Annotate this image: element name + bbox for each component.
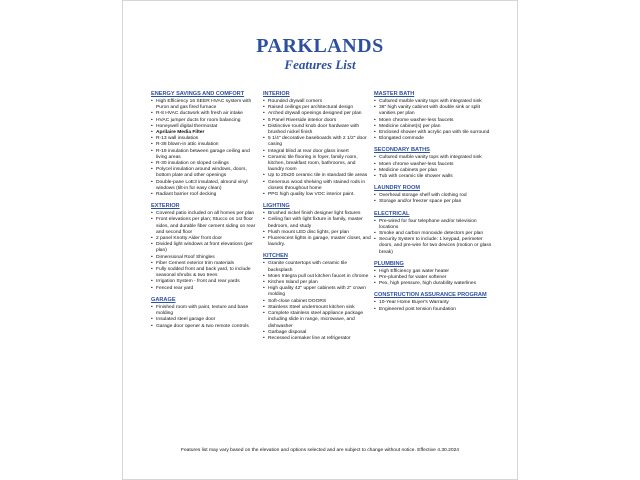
feature-section [374, 292, 494, 312]
feature-item: • 10-Year Home Buyer's Warranty [374, 300, 494, 306]
feature-item: • R-8 HVAC ductwork with fresh air intake [151, 111, 259, 117]
feature-item: • Distinctive round knob door hardware with brushed nickel finish [263, 124, 371, 136]
feature-item: • HVAC jumper ducts for room balancing [151, 118, 259, 124]
feature-list [263, 211, 371, 248]
feature-section [151, 91, 259, 198]
features-column-2 [263, 91, 371, 347]
feature-item: • Storage and/or freezer space per plan [374, 199, 494, 205]
feature-item: • Radiant barrier roof decking [151, 192, 259, 198]
section-heading: KITCHEN [263, 253, 288, 260]
feature-item: • Tub with ceramic tile shower walls [374, 174, 494, 180]
feature-item: • Enclosed shower with acrylic pan with tile surround [374, 130, 494, 136]
feature-item: • Up to 20x20 ceramic tile in standard tile areas [263, 173, 371, 179]
feature-item: • Flush mount LED disc lights, per plan [263, 230, 371, 236]
feature-item: • Pre-plumbed for water softener [374, 275, 494, 281]
feature-list [374, 269, 494, 288]
feature-item: • Granite countertops with ceramic tile backsplash [263, 261, 371, 273]
feature-item: • Recessed icemaker line at refrigerator [263, 336, 371, 342]
feature-item: • 5 Panel Riverside interior doors [263, 118, 371, 124]
feature-item: • Soft-close cabinet DOORS [263, 299, 371, 305]
feature-item: • Dimensional Roof Shingles [151, 255, 259, 261]
feature-item: • Front elevations per plan; Stucco on 1st floor sides, and durable fiber cement siding on rear and second floor [151, 217, 259, 236]
feature-item: • Fully sodded front and back yard, to include seasonal shrubs & two trees [151, 267, 259, 279]
feature-item: • Double-pane LoE3 insulated, almond vinyl windows (tilt-in for easy clean) [151, 180, 259, 192]
feature-item: • Covered patio included on all homes per plan [151, 211, 259, 217]
feature-section [374, 91, 494, 142]
feature-item: • Brushed nickel finish designer light fixtures [263, 211, 371, 217]
section-heading: INTERIOR [263, 91, 290, 97]
feature-list [263, 261, 371, 342]
section-heading: ELECTRICAL [374, 210, 410, 217]
feature-item: • Raised ceilings per architectural design [263, 105, 371, 111]
feature-section [374, 211, 494, 256]
feature-item: • Smoke and carbon monoxide detectors per plan [374, 231, 494, 237]
section-heading: SECONDARY BATHS [374, 147, 430, 154]
feature-item: • Moen chrome washer-less faucets [374, 118, 494, 124]
feature-list [151, 99, 259, 198]
feature-list [374, 155, 494, 180]
feature-item: • R-30 insulation on sloped ceilings [151, 161, 259, 167]
feature-list [151, 211, 259, 292]
feature-item: • Polycel insulation around windows, doors, bottom plate and other openings [151, 167, 259, 179]
page-subtitle: Features List [284, 57, 356, 72]
feature-item: • R-13 wall insulation [151, 136, 259, 142]
feature-item: • Moen Integra pull out kitchen faucet in chrome [263, 274, 371, 280]
feature-item: • Elongated commode [374, 136, 494, 142]
feature-item: • Honeywell digital thermostat [151, 124, 259, 130]
feature-list [374, 219, 494, 256]
feature-item: • Pre-wired for four telephone and/or television locations [374, 219, 494, 231]
feature-item: • Complete stainless steel appliance package including slide in range, microwave, and dishwasher [263, 311, 371, 330]
feature-item: • 2 panel Knotty Alder front door [151, 236, 259, 242]
section-heading: PLUMBING [374, 260, 404, 267]
feature-item: • PPG high quality low VOC interior paint. [263, 192, 371, 198]
features-column-1 [151, 91, 259, 335]
feature-item: • Integral blind at rear door glass insert [263, 149, 371, 155]
feature-item: • Divided light windows at front elevations (per plan) [151, 242, 259, 254]
feature-list [374, 99, 494, 142]
feature-item: • Garage door opener & two remote controls [151, 324, 259, 330]
feature-list [151, 305, 259, 330]
feature-item: • Rounded drywall corners [263, 99, 371, 105]
disclaimer-footer: Features list may vary based on the elevation and options selected and are subject to change without notice. Effective 4.30.2024 [180, 448, 460, 453]
feature-item: • Medicine cabinet(s) per plan [374, 124, 494, 130]
feature-item: • Engineered post tension foundation [374, 307, 494, 313]
feature-item: • 36" high vanity cabinet with double sink or split vanities per plan [374, 105, 494, 117]
feature-item: • Ceramic tile flooring in foyer, family room, kitchen, breakfast room, bathrooms, and laundry room [263, 155, 371, 174]
feature-list [374, 193, 494, 205]
feature-item: • Aprilaire Media Filter [151, 130, 259, 136]
feature-item: • Ceiling fan with light fixture in family, master bedroom, and study [263, 217, 371, 229]
section-heading: LIGHTING [263, 203, 290, 210]
feature-item: • Security System to include: 1 keypad, perimeter doors, and pre-wire for two devices (motion or glass break) [374, 237, 494, 256]
feature-item: • Insulated steel garage door [151, 317, 259, 323]
section-heading: CONSTRUCTION ASSURANCE PROGRAM [374, 292, 487, 299]
section-heading: GARAGE [151, 296, 176, 303]
feature-item: • Finished room with paint, texture and base molding [151, 305, 259, 317]
feature-item: • Kitchen Island per plan [263, 280, 371, 286]
feature-item: • 5 1/4" decorative baseboards with 2 1/2" door casing [263, 136, 371, 148]
feature-list [263, 99, 371, 198]
feature-section [374, 147, 494, 180]
feature-item: • R-19 insulation between garage ceiling and living areas [151, 149, 259, 161]
feature-item: • High quality 42" upper cabinets with 2" crown molding [263, 286, 371, 298]
section-heading: ENERGY SAVINGS AND COMFORT [151, 91, 245, 97]
feature-item: • Arched drywall openings designed per plan [263, 111, 371, 117]
feature-list [374, 300, 494, 312]
feature-section [263, 253, 371, 342]
feature-item: • Stainless Steel undermount kitchen sink [263, 305, 371, 311]
feature-item: • High Efficiency gas water heater [374, 269, 494, 275]
feature-item: • Medicine cabinets per plan [374, 168, 494, 174]
section-heading: EXTERIOR [151, 203, 180, 210]
feature-section [263, 203, 371, 248]
feature-item: • Overhead storage shelf with clothing rod [374, 193, 494, 199]
features-column-3 [374, 91, 494, 318]
feature-section [151, 297, 259, 330]
feature-item: • Pex, high pressure, high durability waterlines [374, 281, 494, 287]
feature-item: • Generous wood shelving with stained rods in closets throughout home [263, 180, 371, 192]
feature-item: • Cultured marble vanity tops with integrated sink [374, 155, 494, 161]
feature-section [263, 91, 371, 198]
feature-item: • Fluorescent lights in garage, master closet, and laundry. [263, 236, 371, 248]
feature-item: • Fiber Cement exterior trim materials [151, 261, 259, 267]
feature-item: • High Efficiency 16 SEER HVAC system with Puron and gas fired furnace [151, 99, 259, 111]
section-heading: MASTER BATH [374, 91, 415, 97]
feature-section [151, 203, 259, 292]
section-heading: LAUNDRY ROOM [374, 185, 420, 192]
feature-section [374, 261, 494, 288]
feature-item: • Fenced rear yard [151, 286, 259, 292]
feature-item: • Irrigation System - front and rear yards [151, 279, 259, 285]
feature-section [374, 185, 494, 205]
feature-item: • R-38 blown-in attic insulation [151, 142, 259, 148]
feature-item: • Moen chrome washer-less faucets [374, 162, 494, 168]
feature-item: • Cultured marble vanity tops with integrated sink [374, 99, 494, 105]
feature-item: • Garbage disposal [263, 330, 371, 336]
page-title: PARKLANDS [256, 35, 384, 57]
features-page [122, 0, 518, 480]
